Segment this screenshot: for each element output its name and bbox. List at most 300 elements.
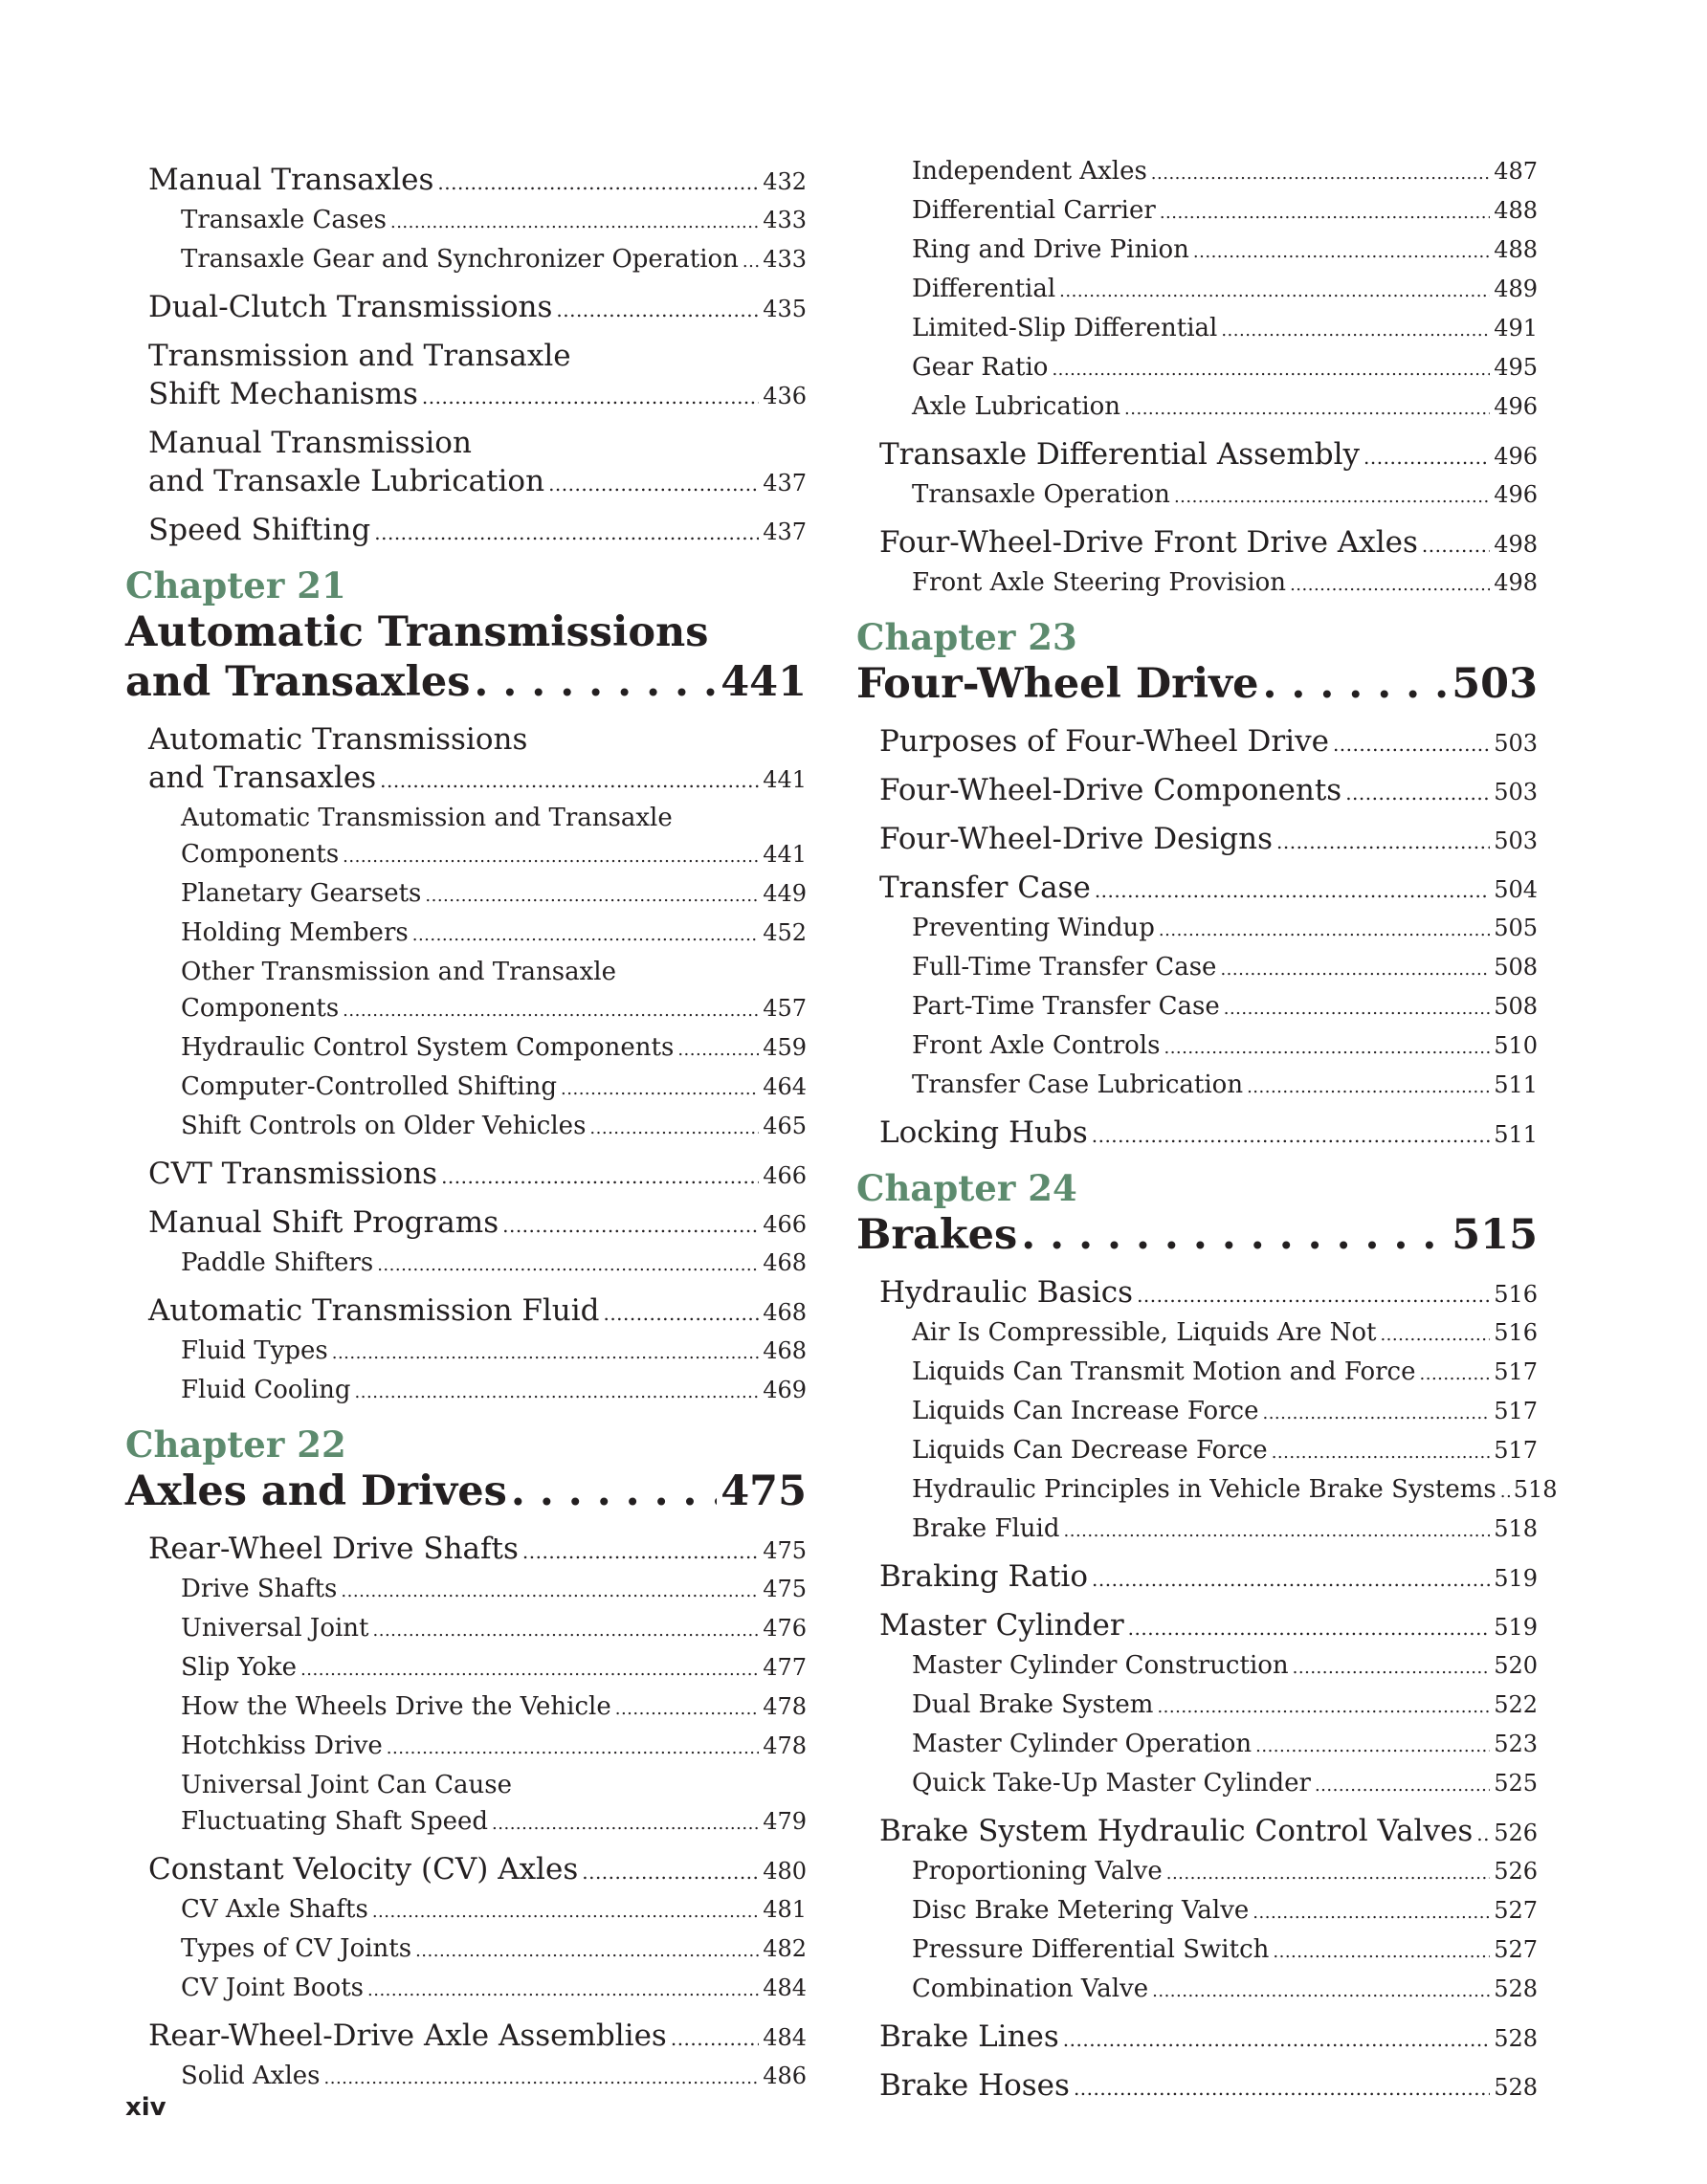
chapter-title-text: Brakes [856,1211,1018,1259]
chapter-title-entry[interactable] [125,1467,807,1516]
page-number: 441 [763,841,807,868]
chapter-title-line: and Transaxles [125,658,471,706]
toc-list [856,153,1538,604]
toc-subsection-entry[interactable] [125,1372,807,1411]
entry-row [912,1393,1538,1432]
toc-subsection-entry[interactable] [856,1726,1538,1765]
page-number: 508 [1494,954,1538,981]
toc-subsection-entry[interactable] [125,915,807,954]
entry-title: Transaxle Operation [912,480,1170,509]
entry-title: Transaxle Differential Assembly [879,437,1361,472]
chapter-title [856,659,1538,709]
toc-subsection-entry[interactable] [856,1892,1538,1931]
dot-leader [589,1108,759,1147]
toc-subsection-entry[interactable] [125,1688,807,1728]
entry-row [879,523,1538,564]
dot-leader [1157,1687,1490,1726]
toc-section-entry[interactable] [125,1291,807,1333]
toc-subsection-entry[interactable] [856,349,1538,388]
page-number: 459 [763,1034,807,1061]
entry-row [148,759,807,800]
toc-subsection-entry[interactable] [125,1728,807,1767]
toc-subsection-entry[interactable] [856,1027,1538,1067]
entry-title: Transaxle Gear and Synchronizer Operation [181,245,739,274]
entry-title: Four-Wheel-Drive Components [879,773,1342,807]
chapter-title-entry[interactable] [125,657,807,707]
page-number: 527 [1494,1897,1538,1924]
toc-section-entry[interactable] [856,1273,1538,1314]
toc-section-entry[interactable] [856,435,1538,476]
entry-row [181,1728,807,1767]
dot-leader [1262,1393,1490,1432]
entry-row [181,2058,807,2097]
entry-row [912,1067,1538,1106]
chapter-label: Chapter 22 [125,1423,346,1466]
entry-row [912,988,1538,1027]
entry-row [181,1803,807,1842]
page-number: 491 [1494,315,1538,342]
entry-title-first-line: Universal Joint Can Cause [181,1771,513,1799]
page-number: 516 [1494,1281,1538,1308]
page-number: 464 [763,1073,807,1100]
toc-subsection-entry[interactable] [125,1930,807,1970]
entry-title: and Transaxles [148,761,377,795]
dot-leader [1221,310,1490,349]
toc-subsection-entry[interactable] [856,564,1538,604]
page-number: 503 [1494,730,1538,757]
toc-subsection-entry[interactable] [125,1767,807,1842]
toc-section-entry[interactable] [125,337,807,416]
dot-leader [1074,2066,1490,2107]
dot-leader [300,1649,759,1688]
entry-row [181,875,807,915]
toc-right-column [856,153,1558,2107]
toc-subsection-entry[interactable] [856,1314,1538,1354]
page-number: 432 [763,168,807,195]
page-number: 503 [1494,779,1538,805]
entry-row [148,1155,807,1196]
chapter-title-entry[interactable] [856,1210,1538,1260]
toc-subsection-entry[interactable] [856,192,1538,232]
dot-leader [377,1245,759,1284]
dot-leader [1021,1210,1448,1260]
page-number: 525 [1494,1770,1538,1797]
dot-leader [1092,1557,1490,1599]
page-number: 437 [763,518,807,545]
toc-list [125,161,807,552]
entry-title: Combination Valve [912,1974,1149,2003]
toc-section-entry[interactable] [125,161,807,202]
entry-title: Preventing Windup [912,914,1155,942]
dot-leader [372,1891,759,1930]
page-number: 517 [1494,1398,1538,1424]
entry-title: Brake Hoses [879,2068,1070,2103]
page-number: 488 [1494,236,1538,263]
page-number: 482 [763,1935,807,1962]
dot-leader [1166,1853,1490,1892]
toc-section-entry[interactable] [856,722,1538,763]
page-number: 522 [1494,1691,1538,1718]
dot-leader [603,1291,759,1333]
entry-title: Axle Lubrication [912,392,1121,421]
entry-title: Independent Axles [912,157,1147,186]
entry-row [912,1931,1538,1971]
page-number: 468 [763,1299,807,1326]
entry-title: Four-Wheel-Drive Designs [879,822,1273,856]
entry-title: Holding Members [181,918,409,947]
page-number: 528 [1494,2074,1538,2101]
toc-subsection-entry[interactable] [125,1891,807,1930]
entry-row [912,232,1538,271]
dot-leader [1273,1931,1490,1971]
entry-title: CVT Transmissions [148,1157,438,1191]
dot-leader [1059,271,1490,310]
entry-title: Shift Mechanisms [148,377,418,411]
toc-section-entry[interactable] [856,869,1538,910]
dot-leader [1272,1432,1490,1471]
entry-title: Hydraulic Basics [879,1275,1134,1310]
page-number: 498 [1494,531,1538,558]
chapter-label: Chapter 23 [856,616,1077,658]
entry-row [912,153,1538,192]
entry-title: Brake Lines [879,2019,1059,2054]
dot-leader [677,1029,759,1069]
toc-subsection-entry[interactable] [125,1970,807,2009]
page-number: 468 [763,1249,807,1276]
toc-list [856,1273,1558,2107]
page-number: 478 [763,1693,807,1720]
toc-subsection-entry[interactable] [856,1687,1538,1726]
dot-leader [1293,1647,1491,1687]
toc-subsection-entry[interactable] [856,1931,1538,1971]
entry-row [181,1571,807,1610]
entry-title: Fluctuating Shaft Speed [181,1807,489,1836]
chapter-label: Chapter 21 [125,564,346,607]
toc-subsection-entry[interactable] [125,1069,807,1108]
toc-section-entry[interactable] [856,820,1538,861]
toc-section-entry[interactable] [856,2018,1538,2059]
page-number: 511 [1494,1121,1538,1148]
entry-row [879,1114,1538,1155]
entry-row [912,1314,1538,1354]
toc-section-entry[interactable] [856,1812,1538,1853]
toc-section-entry[interactable] [125,511,807,552]
toc-subsection-entry[interactable] [125,1029,807,1069]
toc-subsection-entry[interactable] [125,2058,807,2097]
page-number: 527 [1494,1936,1538,1963]
chapter-title [125,607,807,707]
toc-section-entry[interactable] [125,1530,807,1571]
entry-title: Locking Hubs [879,1115,1088,1150]
page-number: 526 [1494,1820,1538,1846]
entry-row [879,1812,1538,1853]
page-number: 496 [1494,481,1538,508]
page-number: 476 [763,1615,807,1642]
page-number: 477 [763,1654,807,1681]
toc-subsection-entry[interactable] [856,232,1538,271]
page-number: 517 [1494,1437,1538,1464]
toc-subsection-entry[interactable] [856,1765,1538,1804]
page-number: 518 [1513,1476,1558,1503]
dot-leader [1063,2018,1490,2059]
chapter-24-heading [856,1166,1538,1260]
toc-subsection-entry[interactable] [125,1610,807,1649]
entry-row [181,1029,807,1069]
entry-title: Fluid Cooling [181,1376,351,1404]
toc-section-entry[interactable] [125,720,807,800]
toc-section-entry[interactable] [125,1850,807,1891]
toc-section-entry[interactable] [125,1203,807,1245]
entry-row [912,1511,1538,1550]
page-number: 520 [1494,1652,1538,1679]
toc-subsection-entry[interactable] [856,1393,1538,1432]
toc-list [125,1530,807,2097]
page-number: 481 [763,1896,807,1923]
entry-row [181,836,807,875]
page-number: 518 [1494,1515,1538,1542]
dot-leader [1092,1114,1490,1155]
entry-row [912,1726,1538,1765]
page-number: 437 [763,470,807,496]
toc-subsection-entry[interactable] [856,1971,1538,2010]
dot-leader [1152,1971,1490,2010]
toc-subsection-entry[interactable] [856,1647,1538,1687]
entry-title: Components [181,994,340,1023]
entry-title: Components [181,840,340,869]
dot-leader [492,1803,759,1842]
toc-subsection-entry[interactable] [856,1354,1538,1393]
toc-subsection-entry[interactable] [125,1245,807,1284]
entry-title: Rear-Wheel Drive Shafts [148,1532,519,1566]
entry-title: Transfer Case Lubrication [912,1070,1244,1099]
page-number: 433 [763,246,807,273]
toc-subsection-entry[interactable] [856,988,1538,1027]
toc-section-entry[interactable] [125,424,807,503]
entry-row [181,1610,807,1649]
toc-section-entry[interactable] [856,1557,1538,1599]
entry-title: Master Cylinder Operation [912,1730,1253,1758]
entry-title: Speed Shifting [148,513,371,547]
page-number: 515 [1452,1211,1538,1259]
toc-subsection-entry[interactable] [856,1067,1538,1106]
page-number: 503 [1494,827,1538,854]
chapter-22-heading [125,1423,807,1516]
entry-title: Proportioning Valve [912,1857,1163,1886]
page-number: 505 [1494,915,1538,941]
dot-leader [1420,1354,1491,1393]
entry-title: Computer-Controlled Shifting [181,1072,558,1101]
dot-leader [511,1467,717,1516]
dot-leader [355,1372,760,1411]
toc-subsection-entry[interactable] [856,910,1538,949]
toc-subsection-entry[interactable] [125,954,807,1029]
dot-leader [1193,232,1490,271]
entry-row [148,511,807,552]
toc-subsection-entry[interactable] [856,153,1538,192]
page-number: 504 [1494,876,1538,903]
entry-row [181,1930,807,1970]
entry-row [181,1069,807,1108]
page-number: 457 [763,995,807,1022]
dot-leader [390,202,759,241]
entry-row [912,1765,1538,1804]
toc-section-entry[interactable] [125,288,807,329]
page-number: 523 [1494,1731,1538,1757]
toc-subsection-entry[interactable] [856,1511,1538,1550]
dot-leader [343,836,759,875]
entry-row [879,771,1538,812]
toc-subsection-entry[interactable] [125,1108,807,1147]
entry-row [912,388,1538,428]
toc-subsection-entry[interactable] [856,476,1538,516]
dot-leader [556,288,759,329]
toc-section-entry[interactable] [125,2017,807,2058]
entry-title: Braking Ratio [879,1559,1089,1594]
dot-leader [1253,1892,1490,1931]
toc-subsection-entry[interactable] [125,1649,807,1688]
entry-title: Universal Joint [181,1614,369,1643]
entry-title: Air Is Compressible, Liquids Are Not [912,1318,1377,1347]
entry-title: Automatic Transmission Fluid [148,1293,600,1328]
entry-title: Drive Shafts [181,1575,338,1603]
dot-leader [415,1930,759,1970]
page-number: 484 [763,2024,807,2051]
chapter-title-line: Automatic Transmissions [125,608,709,656]
toc-subsection-entry[interactable] [856,949,1538,988]
toc-section-entry[interactable] [856,1606,1538,1647]
dot-leader [425,875,759,915]
page-number: 436 [763,383,807,409]
entry-title: Four-Wheel-Drive Front Drive Axles [879,525,1418,560]
entry-title: Rear-Wheel-Drive Axle Assemblies [148,2019,667,2053]
page-number: 466 [763,1211,807,1238]
dot-leader [1500,1471,1510,1511]
toc-subsection-entry[interactable] [856,310,1538,349]
entry-row [912,1971,1538,2010]
entry-row [912,1432,1538,1471]
entry-row [181,1372,807,1411]
entry-title: Limited-Slip Differential [912,314,1218,342]
entry-row [148,375,807,416]
page-number: 517 [1494,1358,1538,1385]
toc-section-entry[interactable] [856,1114,1538,1155]
dot-leader [561,1069,759,1108]
entry-title: Front Axle Steering Provision [912,568,1287,597]
page-number: 495 [1494,354,1538,381]
toc-section-entry[interactable] [856,771,1538,812]
dot-leader [1262,659,1448,709]
toc-section-entry[interactable] [125,1155,807,1196]
entry-row [879,2066,1538,2107]
entry-title-first-line: Manual Transmission [148,426,472,460]
dot-leader [615,1688,759,1728]
toc-subsection-entry[interactable] [856,388,1538,428]
dot-leader [1345,771,1490,812]
toc-subsection-entry[interactable] [125,800,807,875]
page-number: 528 [1494,2025,1538,2052]
entry-row [912,1853,1538,1892]
dot-leader [1052,349,1490,388]
chapter-title-entry[interactable] [856,659,1538,709]
toc-subsection-entry[interactable] [125,241,807,280]
dot-leader [380,759,759,800]
toc-list [125,720,807,1411]
dot-leader [1095,869,1490,910]
entry-title: How the Wheels Drive the Vehicle [181,1692,611,1721]
entry-title: Brake Fluid [912,1514,1060,1543]
dot-leader [1151,153,1490,192]
entry-row [879,1557,1538,1599]
page-number: 519 [1494,1565,1538,1592]
dot-leader [522,1530,759,1571]
dot-leader [1160,192,1490,232]
dot-leader [1124,388,1490,428]
toc-subsection-entry[interactable] [856,1853,1538,1892]
toc-section-entry[interactable] [856,2066,1538,2107]
page-number: 433 [763,207,807,233]
entry-title-first-line: Transmission and Transaxle [148,339,571,373]
page-number: 496 [1494,443,1538,470]
page-number: 496 [1494,393,1538,420]
toc-subsection-entry[interactable] [125,202,807,241]
page-number: 508 [1494,993,1538,1020]
entry-title: Slip Yoke [181,1653,298,1682]
entry-title: Manual Shift Programs [148,1205,499,1240]
entry-row [181,990,807,1029]
entry-title: Types of CV Joints [181,1934,412,1963]
toc-section-entry[interactable] [856,523,1538,564]
toc-subsection-entry[interactable] [856,271,1538,310]
page-number: 516 [1494,1319,1538,1346]
page-number: 528 [1494,1975,1538,2002]
toc-subsection-entry[interactable] [856,1471,1558,1511]
entry-title: Quick Take-Up Master Cylinder [912,1769,1311,1798]
page-number: 478 [763,1732,807,1759]
entry-title: Liquids Can Decrease Force [912,1436,1268,1465]
entry-row [912,1471,1558,1511]
page-number: 469 [763,1377,807,1403]
toc-subsection-entry[interactable] [125,1571,807,1610]
entry-row [912,910,1538,949]
dot-leader [1380,1314,1490,1354]
entry-title: Differential [912,275,1056,303]
dot-leader [1290,564,1490,604]
entry-row [879,820,1538,861]
toc-subsection-entry[interactable] [856,1432,1538,1471]
dot-leader [1164,1027,1490,1067]
page-number: 487 [1494,158,1538,185]
dot-leader [441,1155,759,1196]
page-number: 475 [720,1467,807,1515]
dot-leader [582,1850,759,1891]
page-number: 489 [1494,276,1538,302]
entry-title: Hotchkiss Drive [181,1732,383,1760]
entry-title: Purposes of Four-Wheel Drive [879,724,1329,759]
entry-title: Dual-Clutch Transmissions [148,290,553,324]
toc-subsection-entry[interactable] [125,875,807,915]
dot-leader [548,462,759,503]
toc-left-column [125,153,807,2097]
toc-subsection-entry[interactable] [125,1333,807,1372]
dot-leader [1363,435,1490,476]
dot-leader [1247,1067,1490,1106]
dot-leader [332,1333,759,1372]
page-number: 435 [763,296,807,322]
entry-row [148,2017,807,2058]
dot-leader [1220,949,1490,988]
dot-leader [387,1728,759,1767]
entry-title: Part-Time Transfer Case [912,992,1220,1021]
